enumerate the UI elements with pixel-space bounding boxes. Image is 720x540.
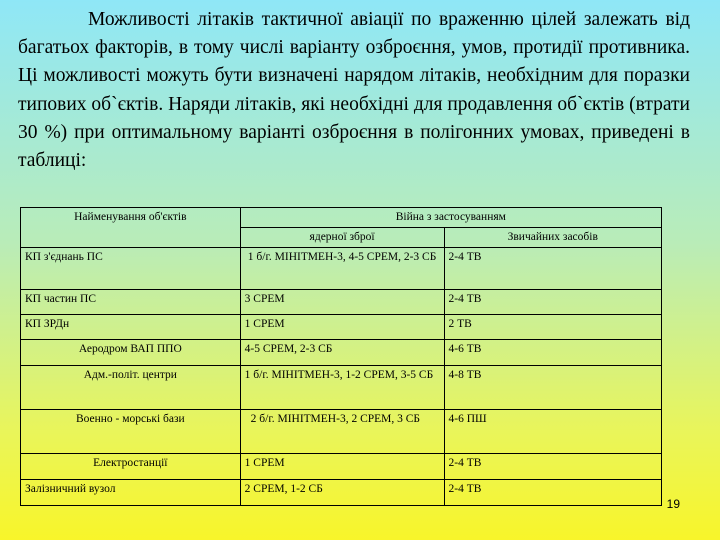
header-objects: Найменування об'єктів (21, 208, 241, 248)
row-name: Електростанції (21, 454, 241, 480)
row-name: КП з'єднань ПС (21, 248, 241, 290)
row-conventional: 2-4 ТВ (444, 248, 662, 290)
intro-paragraph-text: Можливості літаків тактичної авіації по враженню цілей залежать від багатьох факторів, в тому числі варіанту озброєння, умов, протидії противника. Ці можливості можуть бути визначені нарядом літаків, необхідним для поразки типових об`єктів. Наряди літаків, які необхідні для продавлення об`єктів (втрати 30 %) при оптимальному варіанті озброєння в полігонних умовах, приведені в таблиці: (18, 9, 690, 172)
row-nuclear: 1 б/г. МІНІТМЕН-3, 4-5 СРЕМ, 2-3 СБ (240, 248, 444, 290)
intro-paragraph (18, 6, 690, 175)
row-nuclear: 1 СРЕМ (240, 315, 444, 340)
table-row (21, 480, 662, 506)
row-name: КП частин ПС (21, 290, 241, 315)
header-war-with: Війна з застосуванням (240, 208, 661, 228)
row-conventional: 2 ТВ (444, 315, 662, 340)
row-name: Залізничний вузол (21, 480, 241, 506)
row-nuclear: 1 б/г. МІНІТМЕН-3, 1-2 СРЕМ, 3-5 СБ (240, 366, 444, 410)
table-row (21, 410, 662, 454)
row-nuclear: 2 СРЕМ, 1-2 СБ (240, 480, 444, 506)
row-name: Адм.-політ. центри (21, 366, 241, 410)
row-nuclear: 2 б/г. МІНІТМЕН-3, 2 СРЕМ, 3 СБ (240, 410, 444, 454)
table-header-row (21, 208, 662, 228)
table-row (21, 340, 662, 366)
table-row (21, 290, 662, 315)
row-conventional: 2-4 ТВ (444, 454, 662, 480)
row-conventional: 2-4 ТВ (444, 290, 662, 315)
row-name: КП ЗРДн (21, 315, 241, 340)
page-number: 19 (666, 497, 680, 511)
targets-table (20, 207, 662, 506)
table-row (21, 454, 662, 480)
row-nuclear: 3 СРЕМ (240, 290, 444, 315)
row-conventional: 2-4 ТВ (444, 480, 662, 506)
table-row (21, 315, 662, 340)
header-conventional: Звичайних засобів (444, 228, 662, 248)
row-conventional: 4-8 ТВ (444, 366, 662, 410)
table-row (21, 366, 662, 410)
header-nuclear: ядерної зброї (240, 228, 444, 248)
table-row (21, 248, 662, 290)
row-name: Аеродром ВАП ППО (21, 340, 241, 366)
row-name: Военно - морські бази (21, 410, 241, 454)
row-nuclear: 4-5 СРЕМ, 2-3 СБ (240, 340, 444, 366)
row-conventional: 4-6 ТВ (444, 340, 662, 366)
row-nuclear: 1 СРЕМ (240, 454, 444, 480)
row-conventional: 4-6 ПШ (444, 410, 662, 454)
